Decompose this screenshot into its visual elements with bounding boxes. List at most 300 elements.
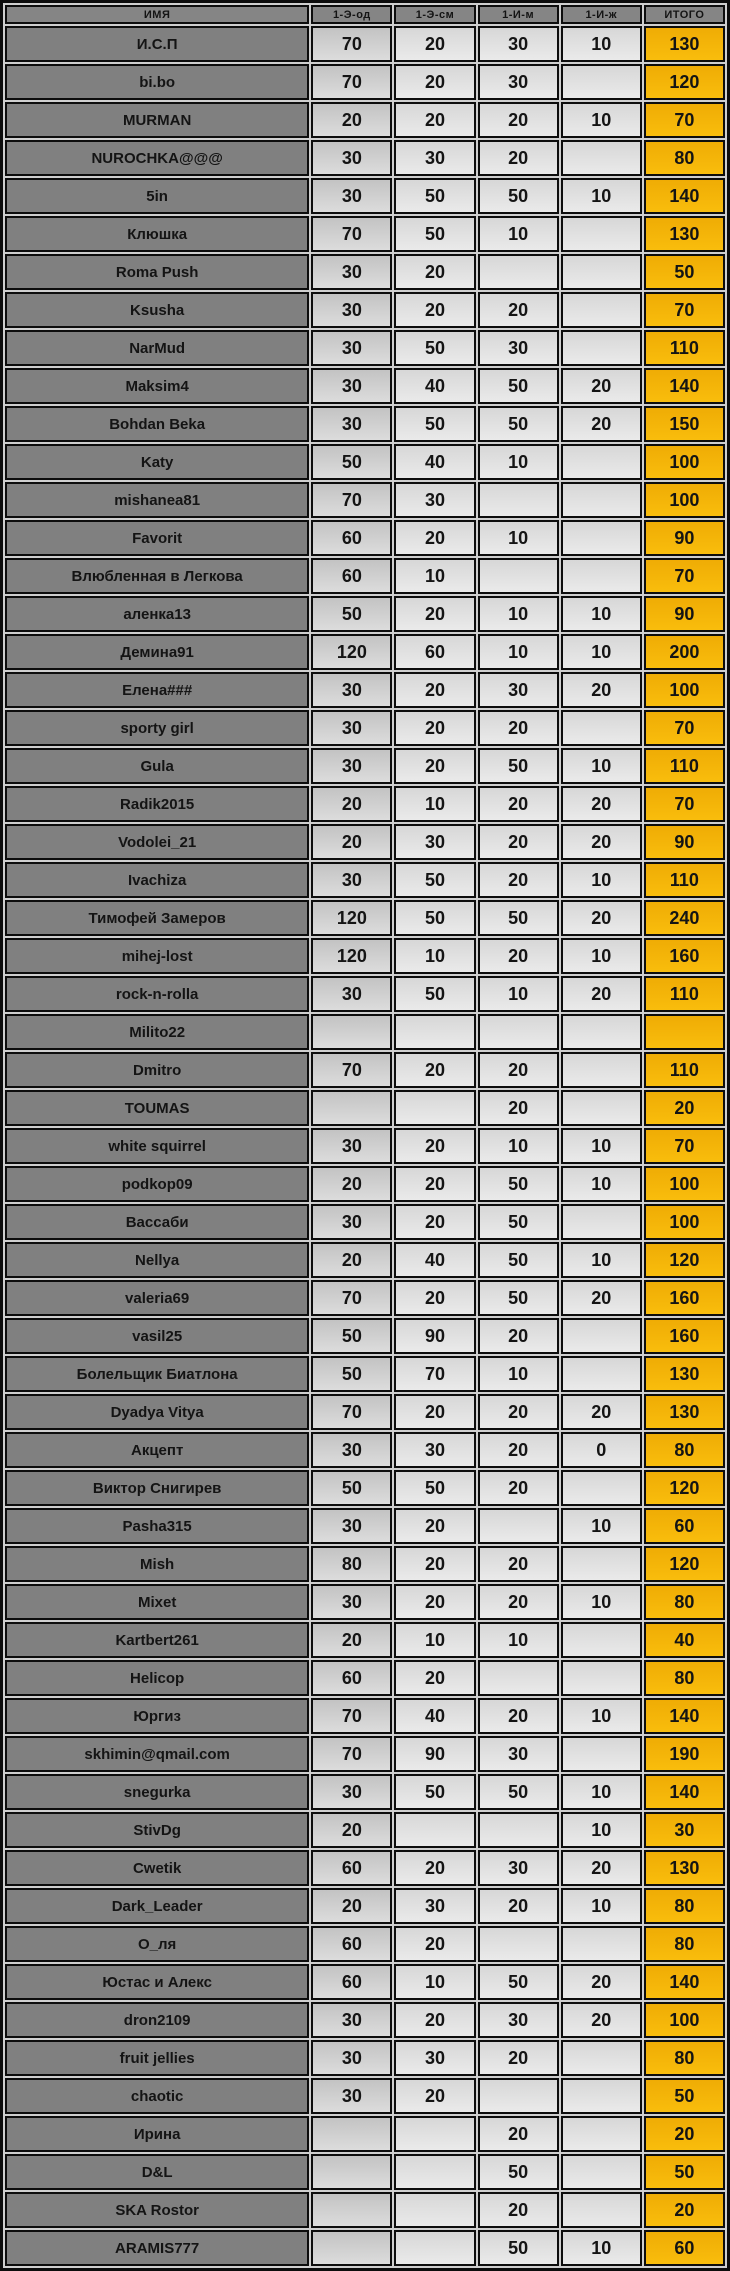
score-cell-1e-sm: 50: [394, 406, 475, 442]
table-row: [5, 520, 725, 556]
player-name-cell: Виктор Снигирев: [5, 1470, 309, 1506]
player-name-cell: аленка13: [5, 596, 309, 632]
table-row: [5, 2230, 725, 2266]
score-cell-1e-od: 30: [311, 1508, 392, 1544]
table-row: [5, 2154, 725, 2190]
score-cell-1e-od: 50: [311, 1470, 392, 1506]
score-cell-1e-od: 120: [311, 900, 392, 936]
table-row: [5, 1888, 725, 1924]
score-cell-1e-sm: 70: [394, 1356, 475, 1392]
total-cell: 240: [644, 900, 725, 936]
player-name-cell: Mish: [5, 1546, 309, 1582]
player-name-cell: Radik2015: [5, 786, 309, 822]
score-cell-1e-sm: [394, 2230, 475, 2266]
score-cell-1i-m: 10: [478, 634, 559, 670]
total-cell: 80: [644, 1926, 725, 1962]
player-name-cell: sporty girl: [5, 710, 309, 746]
score-cell-1i-zh: [561, 1736, 642, 1772]
score-cell-1e-od: 30: [311, 1204, 392, 1240]
score-cell-1e-od: 30: [311, 178, 392, 214]
player-name-cell: Юргиз: [5, 1698, 309, 1734]
player-name-cell: Dmitro: [5, 1052, 309, 1088]
player-name-cell: fruit jellies: [5, 2040, 309, 2076]
total-cell: 120: [644, 1470, 725, 1506]
score-cell-1e-sm: 10: [394, 786, 475, 822]
score-cell-1i-zh: 10: [561, 1508, 642, 1544]
score-cell-1e-od: 30: [311, 2002, 392, 2038]
table-row: [5, 292, 725, 328]
score-cell-1e-od: 30: [311, 2078, 392, 2114]
score-cell-1e-od: 30: [311, 976, 392, 1012]
total-cell: 50: [644, 2154, 725, 2190]
player-name-cell: Демина91: [5, 634, 309, 670]
total-cell: 100: [644, 1166, 725, 1202]
score-cell-1i-zh: [561, 254, 642, 290]
total-cell: 140: [644, 368, 725, 404]
score-cell-1e-od: 60: [311, 1964, 392, 2000]
player-name-cell: Юстас и Алекс: [5, 1964, 309, 2000]
total-cell: 60: [644, 2230, 725, 2266]
score-cell-1e-od: 30: [311, 748, 392, 784]
table-row: [5, 1052, 725, 1088]
score-cell-1e-sm: 40: [394, 1242, 475, 1278]
total-cell: 30: [644, 1812, 725, 1848]
score-cell-1e-sm: [394, 2154, 475, 2190]
score-cell-1i-zh: [561, 2154, 642, 2190]
score-cell-1i-zh: 10: [561, 634, 642, 670]
table-row: [5, 1698, 725, 1734]
score-cell-1e-sm: [394, 1014, 475, 1050]
score-cell-1e-od: 30: [311, 292, 392, 328]
score-cell-1e-sm: 50: [394, 1470, 475, 1506]
table-row: [5, 216, 725, 252]
score-cell-1i-m: 50: [478, 406, 559, 442]
player-name-cell: ARAMIS777: [5, 2230, 309, 2266]
score-cell-1e-sm: 20: [394, 520, 475, 556]
table-row: [5, 64, 725, 100]
total-cell: 70: [644, 710, 725, 746]
total-cell: 140: [644, 1964, 725, 2000]
score-cell-1i-zh: 20: [561, 1394, 642, 1430]
score-cell-1i-zh: [561, 2116, 642, 2152]
table-row: [5, 406, 725, 442]
player-name-cell: Milito22: [5, 1014, 309, 1050]
score-cell-1e-od: 50: [311, 1318, 392, 1354]
score-cell-1e-sm: 20: [394, 1660, 475, 1696]
player-name-cell: white squirrel: [5, 1128, 309, 1164]
score-cell-1e-od: 30: [311, 254, 392, 290]
score-cell-1i-zh: [561, 216, 642, 252]
score-cell-1e-sm: 20: [394, 596, 475, 632]
player-name-cell: podkop09: [5, 1166, 309, 1202]
score-cell-1i-zh: 20: [561, 976, 642, 1012]
player-name-cell: Тимофей Замеров: [5, 900, 309, 936]
total-cell: 20: [644, 2116, 725, 2152]
score-cell-1e-sm: 30: [394, 140, 475, 176]
score-cell-1e-od: 60: [311, 1926, 392, 1962]
score-cell-1i-zh: 10: [561, 938, 642, 974]
score-cell-1e-sm: 20: [394, 64, 475, 100]
table-row: [5, 1204, 725, 1240]
column-header-name: ИМЯ: [5, 5, 309, 24]
player-name-cell: dron2109: [5, 2002, 309, 2038]
score-cell-1e-sm: 20: [394, 1584, 475, 1620]
total-cell: 110: [644, 862, 725, 898]
score-cell-1i-zh: [561, 1470, 642, 1506]
score-cell-1i-zh: [561, 140, 642, 176]
player-name-cell: MURMAN: [5, 102, 309, 138]
table-row: [5, 1622, 725, 1658]
score-cell-1i-m: 10: [478, 444, 559, 480]
player-name-cell: valeria69: [5, 1280, 309, 1316]
total-cell: 80: [644, 1584, 725, 1620]
table-row: [5, 178, 725, 214]
table-row: [5, 1280, 725, 1316]
score-cell-1i-m: [478, 1014, 559, 1050]
player-name-cell: Елена###: [5, 672, 309, 708]
score-cell-1i-zh: [561, 64, 642, 100]
total-cell: 100: [644, 672, 725, 708]
player-name-cell: Dark_Leader: [5, 1888, 309, 1924]
table-row: [5, 1318, 725, 1354]
score-cell-1e-od: [311, 1014, 392, 1050]
score-cell-1e-sm: 60: [394, 634, 475, 670]
score-cell-1e-od: 30: [311, 862, 392, 898]
score-cell-1i-m: 10: [478, 1356, 559, 1392]
score-cell-1e-od: 120: [311, 634, 392, 670]
score-cell-1i-m: 50: [478, 2230, 559, 2266]
score-cell-1i-zh: 10: [561, 748, 642, 784]
score-cell-1e-sm: 20: [394, 2002, 475, 2038]
score-cell-1i-zh: 10: [561, 1812, 642, 1848]
player-name-cell: mishanea81: [5, 482, 309, 518]
table-row: [5, 1964, 725, 2000]
score-cell-1i-m: 50: [478, 900, 559, 936]
score-cell-1e-sm: 50: [394, 862, 475, 898]
score-cell-1i-zh: [561, 2078, 642, 2114]
total-cell: 80: [644, 1660, 725, 1696]
total-cell: 20: [644, 1090, 725, 1126]
table-row: [5, 2040, 725, 2076]
table-row: [5, 596, 725, 632]
total-cell: 150: [644, 406, 725, 442]
score-cell-1i-zh: 10: [561, 1166, 642, 1202]
score-cell-1i-m: [478, 254, 559, 290]
table-row: [5, 26, 725, 62]
total-cell: 20: [644, 2192, 725, 2228]
total-cell: 70: [644, 786, 725, 822]
player-name-cell: Mixet: [5, 1584, 309, 1620]
total-cell: 100: [644, 1204, 725, 1240]
score-cell-1i-zh: 20: [561, 1280, 642, 1316]
score-cell-1i-m: [478, 1508, 559, 1544]
score-cell-1e-sm: 20: [394, 102, 475, 138]
player-name-cell: mihej-lost: [5, 938, 309, 974]
score-cell-1e-sm: 90: [394, 1736, 475, 1772]
score-cell-1e-sm: 20: [394, 1166, 475, 1202]
score-cell-1e-sm: 50: [394, 178, 475, 214]
score-cell-1e-sm: 90: [394, 1318, 475, 1354]
player-name-cell: snegurka: [5, 1774, 309, 1810]
score-cell-1i-m: 50: [478, 1774, 559, 1810]
score-cell-1i-zh: 10: [561, 102, 642, 138]
score-cell-1e-od: 70: [311, 1280, 392, 1316]
score-cell-1e-sm: 20: [394, 710, 475, 746]
score-cell-1e-sm: 50: [394, 330, 475, 366]
score-cell-1e-od: 70: [311, 1698, 392, 1734]
score-cell-1i-zh: 10: [561, 862, 642, 898]
table-row: [5, 1166, 725, 1202]
player-name-cell: Bohdan Beka: [5, 406, 309, 442]
score-cell-1e-sm: 20: [394, 1546, 475, 1582]
table-row: [5, 2078, 725, 2114]
table-row: [5, 1242, 725, 1278]
total-cell: 90: [644, 596, 725, 632]
score-cell-1i-m: 10: [478, 1622, 559, 1658]
total-cell: 70: [644, 292, 725, 328]
score-cell-1i-zh: 10: [561, 2230, 642, 2266]
score-cell-1i-m: [478, 1926, 559, 1962]
score-cell-1e-od: 20: [311, 1812, 392, 1848]
score-cell-1i-m: 20: [478, 292, 559, 328]
score-cell-1e-od: 30: [311, 2040, 392, 2076]
score-cell-1e-sm: 30: [394, 2040, 475, 2076]
table-row: [5, 1014, 725, 1050]
score-cell-1e-od: 20: [311, 1622, 392, 1658]
player-name-cell: Katy: [5, 444, 309, 480]
total-cell: 40: [644, 1622, 725, 1658]
score-cell-1e-od: 70: [311, 1052, 392, 1088]
score-cell-1i-zh: [561, 2040, 642, 2076]
score-cell-1e-od: 70: [311, 1736, 392, 1772]
table-row: [5, 368, 725, 404]
score-cell-1i-zh: [561, 1014, 642, 1050]
score-cell-1i-zh: [561, 1204, 642, 1240]
score-cell-1e-od: 30: [311, 710, 392, 746]
score-cell-1i-m: 10: [478, 596, 559, 632]
score-cell-1e-sm: [394, 1090, 475, 1126]
score-cell-1i-zh: 20: [561, 368, 642, 404]
score-cell-1e-od: 60: [311, 1660, 392, 1696]
total-cell: 80: [644, 1888, 725, 1924]
score-cell-1e-sm: 30: [394, 1432, 475, 1468]
score-cell-1i-zh: [561, 710, 642, 746]
score-cell-1i-m: [478, 482, 559, 518]
score-cell-1i-zh: [561, 292, 642, 328]
score-cell-1i-zh: 20: [561, 1964, 642, 2000]
player-name-cell: Dyadya Vitya: [5, 1394, 309, 1430]
score-cell-1e-sm: 50: [394, 216, 475, 252]
score-cell-1i-zh: 20: [561, 786, 642, 822]
total-cell: [644, 1014, 725, 1050]
table-row: [5, 330, 725, 366]
score-cell-1i-m: 20: [478, 710, 559, 746]
score-cell-1i-m: 30: [478, 1850, 559, 1886]
score-cell-1e-sm: 20: [394, 1052, 475, 1088]
score-cell-1i-zh: [561, 1090, 642, 1126]
player-name-cell: Клюшка: [5, 216, 309, 252]
player-name-cell: Ksusha: [5, 292, 309, 328]
score-cell-1e-od: 60: [311, 1850, 392, 1886]
score-cell-1i-m: 20: [478, 1090, 559, 1126]
score-cell-1i-m: 20: [478, 2192, 559, 2228]
score-cell-1i-zh: 10: [561, 1128, 642, 1164]
total-cell: 100: [644, 482, 725, 518]
score-cell-1e-sm: 10: [394, 1622, 475, 1658]
score-cell-1e-od: 80: [311, 1546, 392, 1582]
score-cell-1i-zh: 20: [561, 2002, 642, 2038]
score-cell-1i-m: 50: [478, 1280, 559, 1316]
total-cell: 160: [644, 938, 725, 974]
total-cell: 200: [644, 634, 725, 670]
score-cell-1i-m: 10: [478, 216, 559, 252]
table-row: [5, 1850, 725, 1886]
score-cell-1e-sm: 40: [394, 1698, 475, 1734]
score-cell-1e-sm: 20: [394, 1508, 475, 1544]
table-row: [5, 1470, 725, 1506]
table-row: [5, 938, 725, 974]
score-cell-1e-od: 50: [311, 1356, 392, 1392]
total-cell: 110: [644, 330, 725, 366]
score-cell-1i-zh: 20: [561, 900, 642, 936]
score-cell-1i-m: 20: [478, 1546, 559, 1582]
total-cell: 120: [644, 64, 725, 100]
score-cell-1i-m: [478, 1660, 559, 1696]
score-cell-1i-m: 20: [478, 862, 559, 898]
player-name-cell: D&L: [5, 2154, 309, 2190]
total-cell: 140: [644, 1698, 725, 1734]
player-name-cell: Pasha315: [5, 1508, 309, 1544]
total-cell: 70: [644, 1128, 725, 1164]
score-cell-1e-od: 20: [311, 1888, 392, 1924]
table-row: [5, 444, 725, 480]
score-cell-1i-m: 50: [478, 1242, 559, 1278]
score-cell-1e-od: 30: [311, 1774, 392, 1810]
score-cell-1i-zh: [561, 1052, 642, 1088]
total-cell: 190: [644, 1736, 725, 1772]
score-cell-1i-m: 20: [478, 2116, 559, 2152]
score-cell-1e-od: 20: [311, 824, 392, 860]
total-cell: 130: [644, 1850, 725, 1886]
score-cell-1i-zh: 20: [561, 406, 642, 442]
score-cell-1i-zh: [561, 1622, 642, 1658]
player-name-cell: Vodolei_21: [5, 824, 309, 860]
score-cell-1e-sm: 20: [394, 1128, 475, 1164]
score-cell-1e-sm: 30: [394, 1888, 475, 1924]
score-cell-1i-m: 50: [478, 1166, 559, 1202]
score-cell-1e-od: 60: [311, 558, 392, 594]
total-cell: 130: [644, 1356, 725, 1392]
total-cell: 130: [644, 26, 725, 62]
score-cell-1i-m: 30: [478, 26, 559, 62]
score-cell-1i-zh: 10: [561, 1774, 642, 1810]
score-cell-1i-m: 50: [478, 1204, 559, 1240]
total-cell: 120: [644, 1242, 725, 1278]
total-cell: 110: [644, 748, 725, 784]
score-cell-1e-sm: 20: [394, 254, 475, 290]
score-cell-1e-od: 70: [311, 1394, 392, 1430]
score-cell-1e-sm: 20: [394, 292, 475, 328]
player-name-cell: rock-n-rolla: [5, 976, 309, 1012]
score-cell-1e-sm: 20: [394, 748, 475, 784]
score-cell-1i-m: 20: [478, 1318, 559, 1354]
score-cell-1i-zh: 10: [561, 1698, 642, 1734]
table-row: [5, 1356, 725, 1392]
score-cell-1i-zh: [561, 1356, 642, 1392]
score-cell-1i-m: 20: [478, 1432, 559, 1468]
score-cell-1i-m: 50: [478, 2154, 559, 2190]
score-cell-1e-od: 30: [311, 330, 392, 366]
player-name-cell: Gula: [5, 748, 309, 784]
score-cell-1i-zh: [561, 482, 642, 518]
total-cell: 140: [644, 178, 725, 214]
score-cell-1e-sm: 20: [394, 1280, 475, 1316]
table-row: [5, 1090, 725, 1126]
total-cell: 80: [644, 2040, 725, 2076]
score-cell-1e-od: 70: [311, 216, 392, 252]
column-header-total: ИТОГО: [644, 5, 725, 24]
score-cell-1i-m: 30: [478, 1736, 559, 1772]
score-cell-1i-m: 20: [478, 1698, 559, 1734]
total-cell: 110: [644, 976, 725, 1012]
player-name-cell: Roma Push: [5, 254, 309, 290]
total-cell: 140: [644, 1774, 725, 1810]
table-row: [5, 1736, 725, 1772]
score-cell-1i-m: 30: [478, 330, 559, 366]
total-cell: 50: [644, 254, 725, 290]
player-name-cell: 5in: [5, 178, 309, 214]
total-cell: 100: [644, 444, 725, 480]
column-header-1e-sm: 1-Э-см: [394, 5, 475, 24]
score-cell-1i-m: 20: [478, 1584, 559, 1620]
player-name-cell: Cwetik: [5, 1850, 309, 1886]
table-row: [5, 976, 725, 1012]
table-row: [5, 1812, 725, 1848]
table-row: [5, 824, 725, 860]
table-row: [5, 1660, 725, 1696]
table-row: [5, 634, 725, 670]
column-header-1i-zh: 1-И-ж: [561, 5, 642, 24]
score-cell-1e-od: 30: [311, 1432, 392, 1468]
score-cell-1e-sm: 10: [394, 938, 475, 974]
score-cell-1i-zh: 10: [561, 1888, 642, 1924]
score-cell-1i-zh: [561, 558, 642, 594]
score-cell-1i-m: 50: [478, 1964, 559, 2000]
player-name-cell: Helicop: [5, 1660, 309, 1696]
total-cell: 160: [644, 1318, 725, 1354]
table-row: [5, 2116, 725, 2152]
score-cell-1e-sm: 10: [394, 558, 475, 594]
total-cell: 130: [644, 1394, 725, 1430]
score-cell-1e-od: [311, 2192, 392, 2228]
score-cell-1e-od: 30: [311, 1584, 392, 1620]
score-cell-1e-sm: 20: [394, 1394, 475, 1430]
score-cell-1e-sm: 20: [394, 26, 475, 62]
score-cell-1i-zh: 0: [561, 1432, 642, 1468]
total-cell: 90: [644, 824, 725, 860]
score-cell-1e-sm: 20: [394, 2078, 475, 2114]
score-cell-1e-sm: 40: [394, 444, 475, 480]
score-cell-1e-od: [311, 2116, 392, 2152]
player-name-cell: Болельщик Биатлона: [5, 1356, 309, 1392]
player-name-cell: Ирина: [5, 2116, 309, 2152]
score-cell-1e-od: 20: [311, 1242, 392, 1278]
score-cell-1i-m: 20: [478, 102, 559, 138]
player-name-cell: О_ля: [5, 1926, 309, 1962]
score-cell-1i-m: [478, 558, 559, 594]
player-name-cell: Nellya: [5, 1242, 309, 1278]
score-cell-1e-sm: 20: [394, 1204, 475, 1240]
